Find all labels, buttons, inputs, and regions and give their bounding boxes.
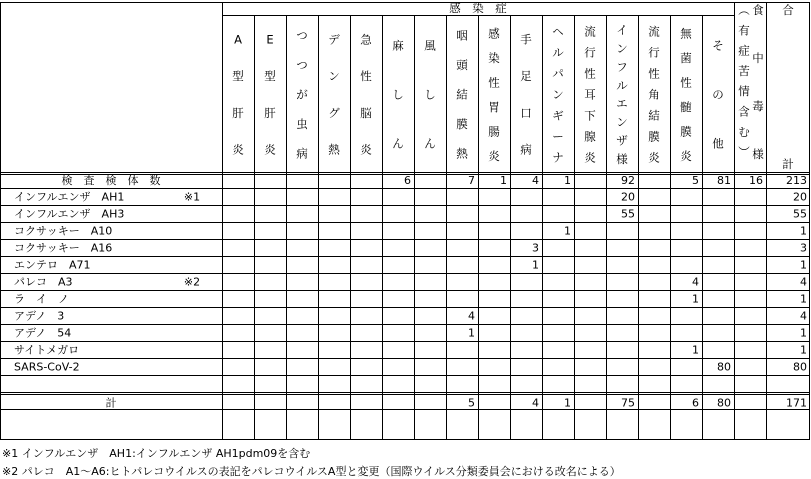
row-header-specimens: 検 査 検 体 数 bbox=[61, 174, 161, 187]
food-column-char: 情 bbox=[738, 84, 750, 99]
row-label: コクサッキー A10 bbox=[14, 224, 113, 238]
food-column-char: 有 bbox=[738, 23, 750, 38]
table-cell: 80 bbox=[793, 360, 807, 374]
row-label: アデノ 54 bbox=[14, 326, 72, 340]
table-cell: 3 bbox=[800, 241, 807, 255]
column-header-char: 虫 bbox=[296, 116, 308, 131]
table-cell: 81 bbox=[717, 174, 731, 187]
table-cell: 6 bbox=[692, 396, 699, 410]
table-cell: 92 bbox=[621, 174, 635, 187]
table-cell: 4 bbox=[468, 309, 475, 323]
column-header-char: 炎 bbox=[584, 150, 596, 165]
column-header-char: 胃 bbox=[488, 99, 500, 114]
column-header-char: つ bbox=[296, 28, 308, 43]
food-column-char: 毒 bbox=[752, 99, 764, 113]
column-header-char: 腸 bbox=[488, 124, 500, 139]
column-header-char: 行 bbox=[584, 45, 596, 60]
group-header: 感 染 症 bbox=[449, 1, 507, 15]
column-header-char: 病 bbox=[520, 142, 532, 157]
column-header-char: 風 bbox=[424, 38, 436, 53]
column-header-char: 行 bbox=[648, 45, 660, 60]
column-header-char: ー bbox=[552, 129, 564, 144]
column-header-char: 炎 bbox=[232, 142, 244, 157]
table-cell: 16 bbox=[749, 174, 763, 187]
row-note: ※1 bbox=[183, 190, 201, 204]
column-header-char: 性 bbox=[488, 75, 500, 90]
row-label: インフルエンザ AH1 bbox=[14, 190, 125, 204]
table-cell: 1 bbox=[532, 258, 539, 272]
table-cell: 75 bbox=[621, 396, 635, 410]
column-header-char: 炎 bbox=[488, 148, 500, 163]
footnote-1: ※1 インフルエンザ AH1:インフルエンザ AH1pdm09を含む bbox=[2, 447, 311, 460]
column-header-char: ル bbox=[616, 78, 628, 93]
column-header-char: 頭 bbox=[456, 58, 468, 73]
column-header-char: そ bbox=[712, 38, 724, 53]
table-cell: 55 bbox=[793, 207, 807, 221]
column-header-char: ン bbox=[552, 87, 564, 102]
column-header-char: パ bbox=[552, 66, 564, 81]
column-header-char: し bbox=[392, 87, 404, 102]
column-header-char: A bbox=[234, 32, 242, 47]
table-cell: 1 bbox=[800, 258, 807, 272]
column-header-char: ザ bbox=[616, 133, 628, 148]
column-header-char: 麻 bbox=[392, 38, 404, 53]
column-header-char: 熱 bbox=[328, 142, 340, 157]
column-header-char: 流 bbox=[648, 24, 660, 39]
table-cell: 20 bbox=[793, 190, 807, 204]
row-label: アデノ 3 bbox=[14, 309, 65, 323]
column-header-char: 無 bbox=[680, 26, 692, 41]
column-header-char: 炎 bbox=[648, 150, 660, 165]
column-header-char: 結 bbox=[648, 108, 660, 123]
table-cell: 7 bbox=[468, 174, 475, 187]
table-cell: 4 bbox=[532, 174, 539, 187]
column-header-char: 炎 bbox=[264, 142, 276, 157]
table-cell: 1 bbox=[800, 326, 807, 340]
table-cell: 55 bbox=[621, 207, 635, 221]
column-header-char: 感 bbox=[488, 26, 500, 41]
table-cell: 4 bbox=[532, 396, 539, 410]
column-header-char: 足 bbox=[520, 69, 532, 84]
column-header-char: 下 bbox=[584, 108, 596, 123]
table-cell: 4 bbox=[800, 309, 807, 323]
row-label: インフルエンザ AH3 bbox=[14, 207, 125, 221]
row-label: エンテロ A71 bbox=[14, 258, 91, 272]
column-header-char: 肝 bbox=[232, 105, 244, 120]
column-header-char: ナ bbox=[552, 150, 564, 165]
column-header-char: エ bbox=[616, 96, 628, 111]
column-header-char: E bbox=[266, 32, 274, 47]
column-header-char: デ bbox=[328, 32, 340, 47]
column-header-char: つ bbox=[296, 58, 308, 73]
table-cell: 1 bbox=[692, 343, 699, 357]
column-header-char: 急 bbox=[360, 32, 372, 47]
row-label: ラ イ ノ bbox=[14, 292, 69, 306]
column-header-char: 炎 bbox=[680, 148, 692, 163]
total-row-label: 計 bbox=[105, 396, 117, 410]
row-label: パレコ A3 bbox=[14, 275, 73, 289]
column-header-char: 手 bbox=[520, 32, 532, 47]
column-header-char: の bbox=[712, 87, 724, 102]
column-header-char: 膜 bbox=[456, 116, 468, 131]
table-cell: 1 bbox=[564, 174, 571, 187]
column-header-char: 脳 bbox=[360, 105, 372, 120]
food-column-char: 様 bbox=[752, 147, 764, 161]
column-header-char: 炎 bbox=[360, 142, 372, 157]
column-header-char: ギ bbox=[552, 108, 564, 123]
table-cell: 1 bbox=[800, 224, 807, 238]
column-header-char: 膜 bbox=[648, 129, 660, 144]
table-cell: 213 bbox=[786, 174, 807, 187]
column-header-char: 性 bbox=[648, 66, 660, 81]
column-header-char: 菌 bbox=[680, 50, 692, 65]
food-column-char: 中 bbox=[752, 51, 764, 65]
table-cell: 1 bbox=[500, 174, 507, 187]
column-header-char: が bbox=[296, 87, 308, 102]
column-header-char: ン bbox=[616, 41, 628, 56]
column-header-char: ん bbox=[424, 136, 436, 151]
row-label: SARS-CoV-2 bbox=[14, 360, 80, 374]
column-header-char: し bbox=[424, 87, 436, 102]
column-header-char: 髄 bbox=[680, 99, 692, 114]
column-header-char: 肝 bbox=[264, 105, 276, 120]
column-header-char: 結 bbox=[456, 87, 468, 102]
column-header-char: 様 bbox=[616, 151, 628, 166]
column-header-char: ヘ bbox=[552, 24, 564, 39]
column-header-char: 咽 bbox=[456, 28, 468, 43]
total-header-char: 合 bbox=[782, 3, 794, 17]
column-header-char: 耳 bbox=[584, 87, 596, 102]
food-column-char: ︶ bbox=[738, 145, 750, 160]
column-header-char: ん bbox=[392, 136, 404, 151]
table-cell: 1 bbox=[564, 396, 571, 410]
column-header-char: グ bbox=[328, 105, 340, 120]
table-cell: 1 bbox=[800, 292, 807, 306]
column-header-char: 性 bbox=[584, 66, 596, 81]
table-cell: 80 bbox=[717, 360, 731, 374]
column-header-char: 他 bbox=[712, 136, 724, 151]
footnote-2: ※2 パレコ A1～A6:ヒトパレコウイルスの表記をパレコウイルスA型と変更（国際ウイルス分類委員会における改名による） bbox=[2, 465, 621, 478]
table-cell: 171 bbox=[786, 396, 807, 410]
column-header-char: 膜 bbox=[680, 124, 692, 139]
column-header-char: 口 bbox=[520, 105, 532, 120]
column-header-char: 病 bbox=[296, 146, 308, 161]
table-cell: 4 bbox=[692, 275, 699, 289]
column-header-char: ン bbox=[616, 115, 628, 130]
column-header-char: 熱 bbox=[456, 146, 468, 161]
column-header-char: フ bbox=[616, 59, 628, 74]
table-cell: 1 bbox=[564, 224, 571, 238]
total-header-char: 計 bbox=[782, 157, 794, 171]
column-header-char: 腺 bbox=[584, 129, 596, 144]
column-header-char: 型 bbox=[264, 69, 276, 84]
column-header-char: イ bbox=[616, 23, 628, 38]
table-cell: 1 bbox=[692, 292, 699, 306]
food-column-char: 症 bbox=[738, 43, 750, 58]
table-cell: 5 bbox=[468, 396, 475, 410]
table-cell: 5 bbox=[692, 174, 699, 187]
table-cell: 1 bbox=[468, 326, 475, 340]
table-cell: 6 bbox=[404, 174, 411, 187]
table-cell: 3 bbox=[532, 241, 539, 255]
food-column-char: 苦 bbox=[738, 63, 750, 78]
row-note: ※2 bbox=[183, 275, 201, 289]
column-header-char: 性 bbox=[680, 75, 692, 90]
food-column-char: む bbox=[738, 124, 750, 139]
column-header-char: 角 bbox=[648, 87, 660, 102]
column-header-char: 性 bbox=[360, 69, 372, 84]
table-cell: 4 bbox=[800, 275, 807, 289]
food-column-char: ︵ bbox=[738, 3, 750, 17]
row-label: サイトメガロ bbox=[14, 343, 80, 357]
row-label: コクサッキー A16 bbox=[14, 241, 113, 255]
food-column-char: 含 bbox=[738, 104, 750, 119]
column-header-char: 染 bbox=[488, 50, 500, 65]
column-header-char: 流 bbox=[584, 24, 596, 39]
table-cell: 80 bbox=[717, 396, 731, 410]
food-column-char: 食 bbox=[752, 3, 764, 17]
column-header-char: ル bbox=[552, 45, 564, 60]
table-cell: 20 bbox=[621, 190, 635, 204]
table-cell: 1 bbox=[800, 343, 807, 357]
column-header-char: ン bbox=[328, 69, 340, 84]
column-header-char: 型 bbox=[232, 69, 244, 84]
